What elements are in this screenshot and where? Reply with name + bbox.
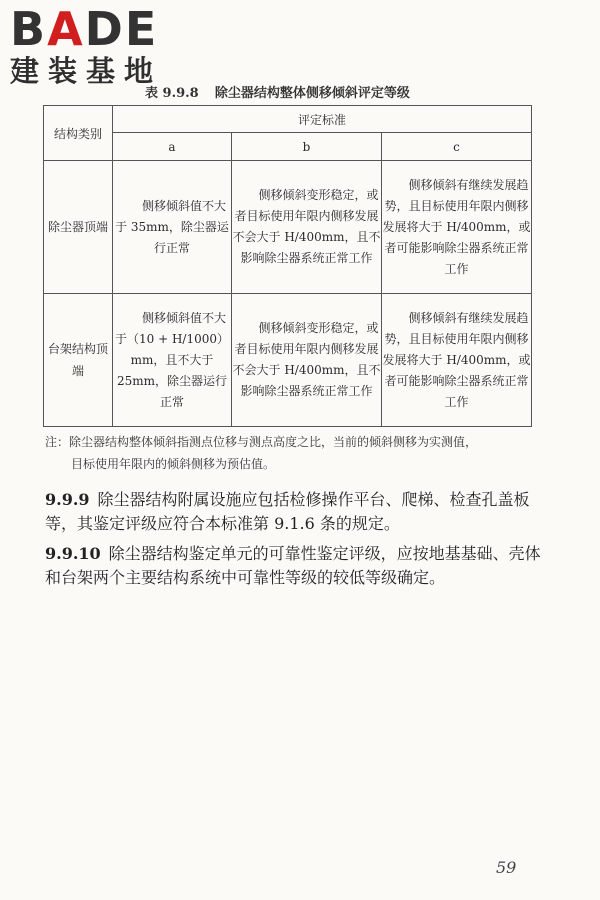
logo-subtitle: 建装基地: [10, 54, 163, 88]
logo-wordmark: BADE: [10, 2, 159, 56]
cell-grade-b: 侧移倾斜变形稳定，或者目标使用年限内侧移发展不会大于 H/400mm，且不影响除尘器系统正常工作: [232, 161, 382, 294]
grade-a: a: [113, 133, 232, 161]
clause-9-9-9: [45, 488, 550, 536]
page-number: 59: [496, 858, 517, 877]
table-row: [44, 294, 532, 427]
cell-grade-c: 侧移倾斜有继续发展趋势，且目标使用年限内侧移发展将大于 H/400mm，或者可能影响除尘器系统正常工作: [382, 294, 532, 427]
clause-text: 除尘器结构鉴定单元的可靠性鉴定评级，应按地基基础、壳体和台架两个主要结构系统中可靠性等级的较低等级确定。: [45, 544, 541, 587]
grade-c: c: [382, 133, 532, 161]
clause-text: 除尘器结构附属设施应包括检修操作平台、爬梯、检查孔盖板等，其鉴定评级应符合本标准第 9.1.6 条的规定。: [45, 490, 530, 533]
cell-grade-a: 侧移倾斜值不大于 35mm，除尘器运行正常: [113, 161, 232, 294]
cell-grade-a: 侧移倾斜值不大于（10 + H/1000）mm，且不大于 25mm，除尘器运行正常: [113, 294, 232, 427]
table-header-row: [44, 106, 532, 133]
cell-grade-b: 侧移倾斜变形稳定，或者目标使用年限内侧移发展不会大于 H/400mm，且不影响除尘器系统正常工作: [232, 294, 382, 427]
header-category: 结构类别: [44, 106, 113, 161]
table-row: [44, 161, 532, 294]
table-grade-row: [44, 133, 532, 161]
table-title: 除尘器结构整体侧移倾斜评定等级: [214, 86, 410, 101]
header-criteria: 评定标准: [113, 106, 532, 133]
table-note: [45, 431, 545, 475]
row-category: 台架结构顶端: [44, 294, 113, 427]
clause-number: 9.9.10: [45, 544, 101, 563]
table-caption: [145, 82, 410, 101]
note-text-rest: 目标使用年限内的倾斜侧移为预估值。: [71, 457, 276, 471]
table-number: 表 9.9.8: [145, 86, 199, 101]
row-category: 除尘器顶端: [44, 161, 113, 294]
note-label: 注：: [45, 435, 70, 449]
grade-b: b: [232, 133, 382, 161]
cell-grade-c: 侧移倾斜有继续发展趋势，且目标使用年限内侧移发展将大于 H/400mm，或者可能影响除尘器系统正常工作: [382, 161, 532, 294]
evaluation-table: [43, 105, 532, 427]
clause-number: 9.9.9: [45, 490, 90, 509]
note-text-first: 除尘器结构整体倾斜指测点位移与测点高度之比，当前的倾斜侧移为实测值，: [69, 435, 478, 449]
clause-9-9-10: [45, 542, 550, 590]
